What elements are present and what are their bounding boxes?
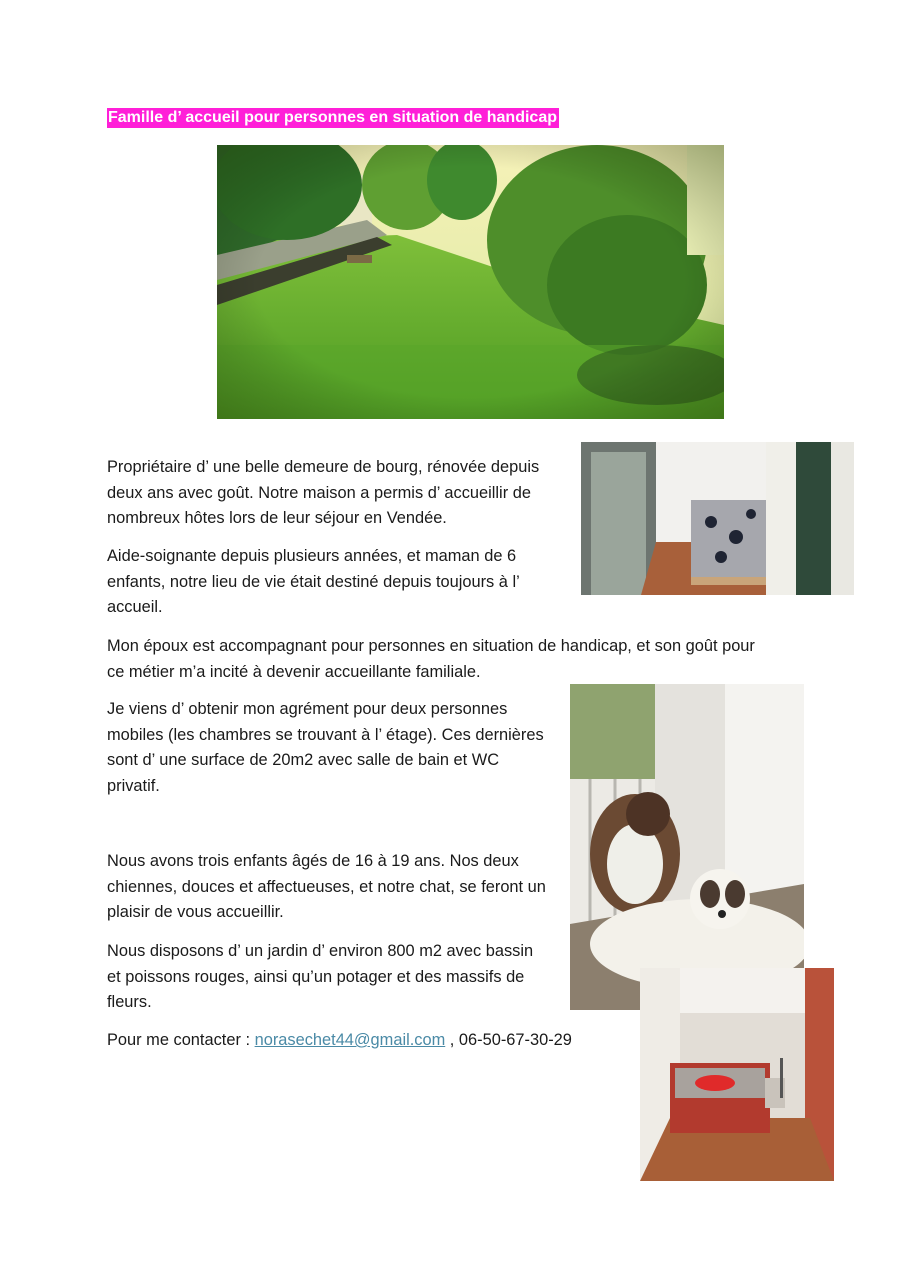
- dogs-photo: [570, 684, 804, 1010]
- paragraph-2: Aide-soignante depuis plusieurs années, et maman de 6 enfants, notre lieu de vie était destiné depuis toujours à l’ accueil.: [107, 547, 520, 616]
- garden-photo: [217, 145, 724, 419]
- bedroom-photo-2: [640, 968, 834, 1181]
- paragraph-5: Nous avons trois enfants âgés de 16 à 19 ans. Nos deux chiennes, douces et affectueuses, et notre chat, se feront un plaisir de vous accueillir.: [107, 852, 546, 921]
- phone-number: 06-50-67-30-29: [458, 1031, 572, 1049]
- paragraph-6: Nous disposons d’ un jardin d’ environ 800 m2 avec bassin et poissons rouges, ainsi qu’un potager et des massifs de fleurs.: [107, 942, 534, 1011]
- contact-line: [107, 1028, 627, 1054]
- paragraph-3: Mon époux est accompagnant pour personnes en situation de handicap, et son goût pour ce métier m’a incité à devenir accueillante familiale.: [107, 637, 755, 681]
- email-link[interactable]: norasechet44@gmail.com: [254, 1031, 446, 1049]
- page-title: Famille d’ accueil pour personnes en situation de handicap: [108, 109, 557, 126]
- paragraph-1: Propriétaire d’ une belle demeure de bourg, rénovée depuis deux ans avec goût. Notre maison a permis d’ accueillir de nombreux hôtes lors de leur séjour en Vendée.: [107, 458, 540, 527]
- bedroom-photo: [581, 442, 854, 595]
- contact-label: Pour me contacter :: [107, 1031, 255, 1049]
- paragraph-4: Je viens d’ obtenir mon agrément pour deux personnes mobiles (les chambres se trouvant à l’ étage). Ces dernières sont d’ une surface de 20m2 avec salle de bain et WC privatif.: [107, 700, 544, 795]
- contact-separator: ,: [445, 1031, 459, 1049]
